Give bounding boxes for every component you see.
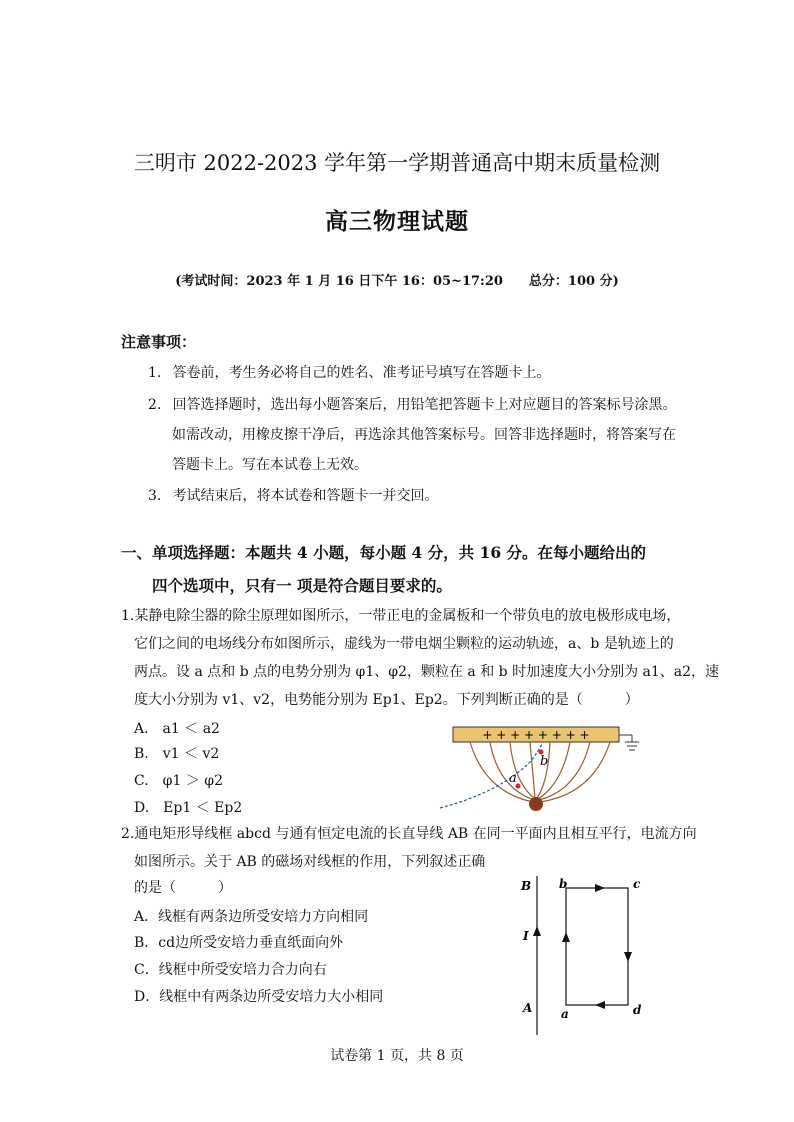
label-a: a bbox=[509, 771, 517, 786]
q1-text-line-4: 度大小分别为 v1、v2，电势能分别为 Ep1、Ep2。下列判断正确的是（ ） bbox=[134, 692, 639, 708]
label-a: a bbox=[561, 1007, 569, 1021]
q2-text-line-1: 2.通电矩形导线框 abcd 与通有恒定电流的长直导线 AB 在同一平面内且相互平行，电流方向 bbox=[121, 826, 697, 842]
q2-option-a: A．线框有两条边所受安培力方向相同 bbox=[134, 909, 369, 925]
label-B: B bbox=[521, 879, 532, 893]
q1-option-b: B. v1 ＜ v2 bbox=[134, 746, 220, 762]
section-heading: 一、单项选择题：本题共 4 小题，每小题 4 分，共 16 分。在每小题给出的 bbox=[121, 543, 647, 562]
exam-title: 三明市 2022-2023 学年第一学期普通高中期末质量检测 bbox=[133, 151, 661, 175]
particle-trajectory bbox=[440, 744, 542, 808]
page-footer: 试卷第 1 页，共 8 页 bbox=[330, 1048, 464, 1064]
current-arrow-ab bbox=[533, 926, 541, 936]
plate-signs: + + + + + + + + bbox=[482, 728, 590, 742]
section-heading-line-2: 四个选项中，只有一 项是符合题目要求的。 bbox=[152, 576, 452, 595]
q1-option-a: A. a1 ＜ a2 bbox=[134, 721, 220, 737]
subject-title: 高三物理试题 bbox=[325, 208, 469, 235]
notice-item-2-line-3: 答题卡上。写在本试卷上无效。 bbox=[172, 457, 368, 473]
electrostatic-precipitator-figure bbox=[430, 722, 650, 814]
label-A: A bbox=[523, 1001, 533, 1015]
q2-option-d: D．线框中有两条边所受安培力大小相同 bbox=[134, 989, 384, 1005]
q2-text-line-2: 如图所示。关于 AB 的磁场对线框的作用，下列叙述正确 bbox=[134, 854, 486, 870]
notice-item-3: 3. 考试结束后，将本试卷和答题卡一并交回。 bbox=[148, 488, 439, 504]
exam-info: (考试时间：2023 年 1 月 16 日下午 16：05~17:20 总分：100 分) bbox=[175, 274, 619, 289]
notice-item-2-line-2: 如需改动，用橡皮擦干净后，再选涂其他答案标号。回答非选择题时，将答案写在 bbox=[172, 427, 676, 443]
q1-text-line-1: 1.某静电除尘器的除尘原理如图所示，一带正电的金属板和一个带负电的放电极形成电场， bbox=[121, 608, 681, 624]
q1-text-line-2: 它们之间的电场线分布如图所示，虚线为一带电烟尘颗粒的运动轨迹，a、b 是轨迹上的 bbox=[134, 636, 674, 652]
wire-frame-figure bbox=[515, 872, 655, 1040]
q1-option-d: D. Ep1 ＜ Ep2 bbox=[134, 800, 243, 816]
q2-option-c: C．线框中所受安培力合力向右 bbox=[134, 962, 327, 978]
notice-item-1: 1. 答卷前，考生务必将自己的姓名、准考证号填写在答题卡上。 bbox=[148, 365, 551, 381]
discharge-electrode bbox=[529, 797, 543, 811]
notice-heading: 注意事项： bbox=[121, 333, 197, 351]
frame-abcd bbox=[566, 888, 628, 1005]
label-d: d bbox=[633, 1003, 642, 1017]
label-c: c bbox=[633, 877, 641, 891]
q2-text-line-3: 的是（ ） bbox=[134, 880, 232, 896]
label-I: I bbox=[523, 929, 529, 943]
q1-option-c: C. φ1 ＞ φ2 bbox=[134, 773, 223, 789]
q2-option-b: B．cd边所受安培力垂直纸面向外 bbox=[134, 935, 344, 951]
label-b: b bbox=[559, 877, 568, 891]
label-b: b bbox=[540, 754, 549, 769]
q1-text-line-3: 两点。设 a 点和 b 点的电势分别为 φ1、φ2，颗粒在 a 和 b 时加速度大小分别为 a1、a2，速 bbox=[134, 664, 720, 680]
notice-item-2: 2. 回答选择题时，选出每小题答案后，用铅笔把答题卡上对应题目的答案标号涂黑。 bbox=[148, 397, 677, 413]
